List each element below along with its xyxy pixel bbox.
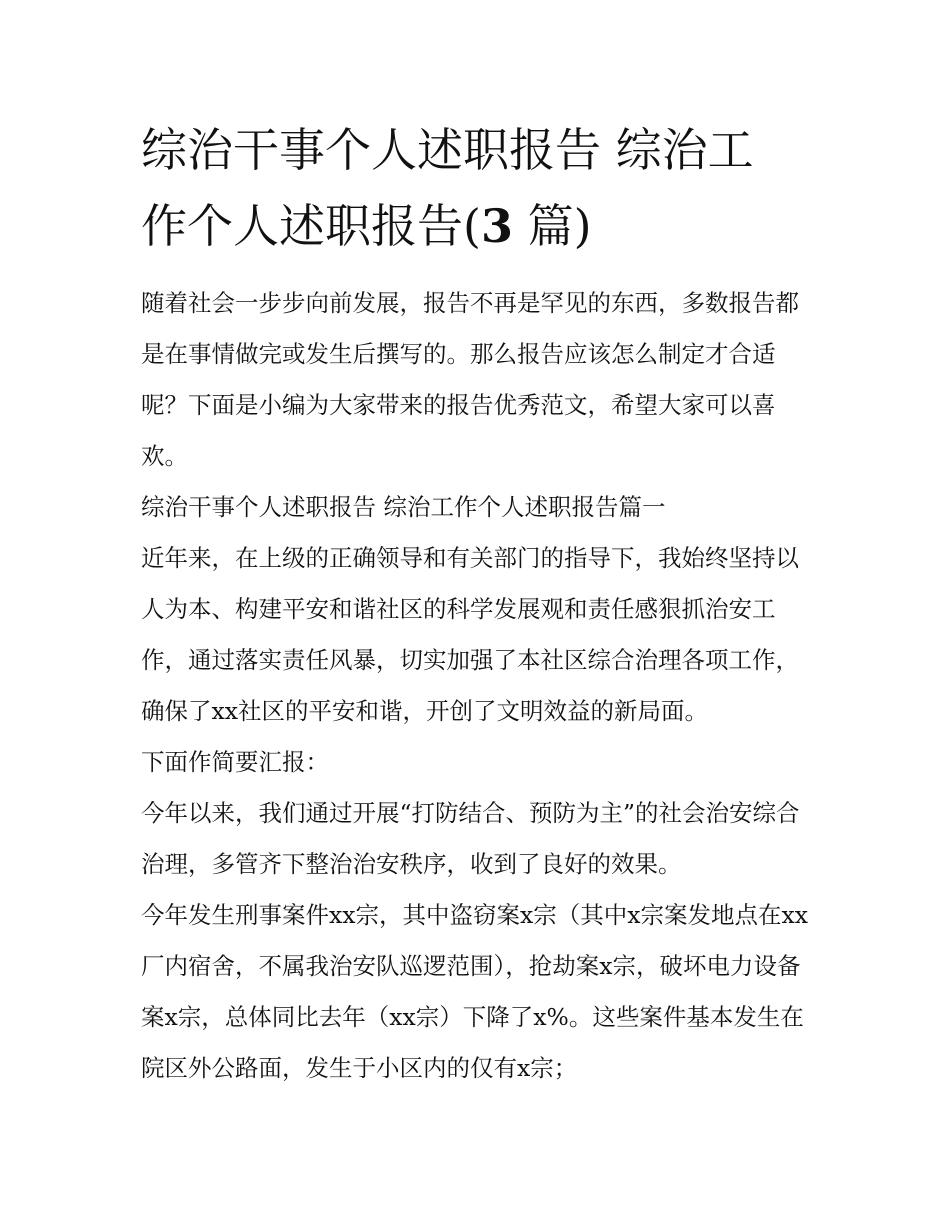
document-body <box>141 278 821 1094</box>
body-paragraph-3: 今年以来，我们通过开展“打防结合、预防为主”的社会治安综合治理，多管齐下整治治安秩序，收到了良好的效果。 <box>141 799 800 878</box>
intro-paragraph: 随着社会一步步向前发展，报告不再是罕见的东西，多数报告都是在事情做完或发生后撰写的。那么报告应该怎么制定才合适呢？下面是小编为大家带来的报告优秀范文，希望大家可以喜欢。 <box>141 289 799 470</box>
document-title <box>141 112 821 264</box>
body-paragraph-2: 下面作简要汇报： <box>141 748 329 776</box>
section-heading: 综治干事个人述职报告 综治工作个人述职报告篇一 <box>141 493 666 521</box>
body-paragraph-4: 今年发生刑事案件xx宗，其中盗窃案x宗（其中x宗案发地点在xx厂内宿舍，不属我治安队巡逻范围），抢劫案x宗，破坏电力设备案x宗，总体同比去年（xx宗）下降了x%。这些案件基本发生在院区外公路面，发生于小区内的仅有x宗； <box>141 901 809 1082</box>
title-line-2-prefix: 作个人述职报告( <box>141 199 481 253</box>
title-line-2-suffix: 篇) <box>512 199 592 253</box>
title-line-2-number: 3 <box>480 199 513 253</box>
title-line-1: 综治干事个人述职报告 综治工 <box>141 123 754 177</box>
body-paragraph-1: 近年来，在上级的正确领导和有关部门的指导下，我始终坚持以人为本、构建平安和谐社区的科学发展观和责任感狠抓治安工作，通过落实责任风暴，切实加强了本社区综合治理各项工作，确保了xx社区的平安和谐，开创了文明效益的新局面。 <box>141 544 799 725</box>
